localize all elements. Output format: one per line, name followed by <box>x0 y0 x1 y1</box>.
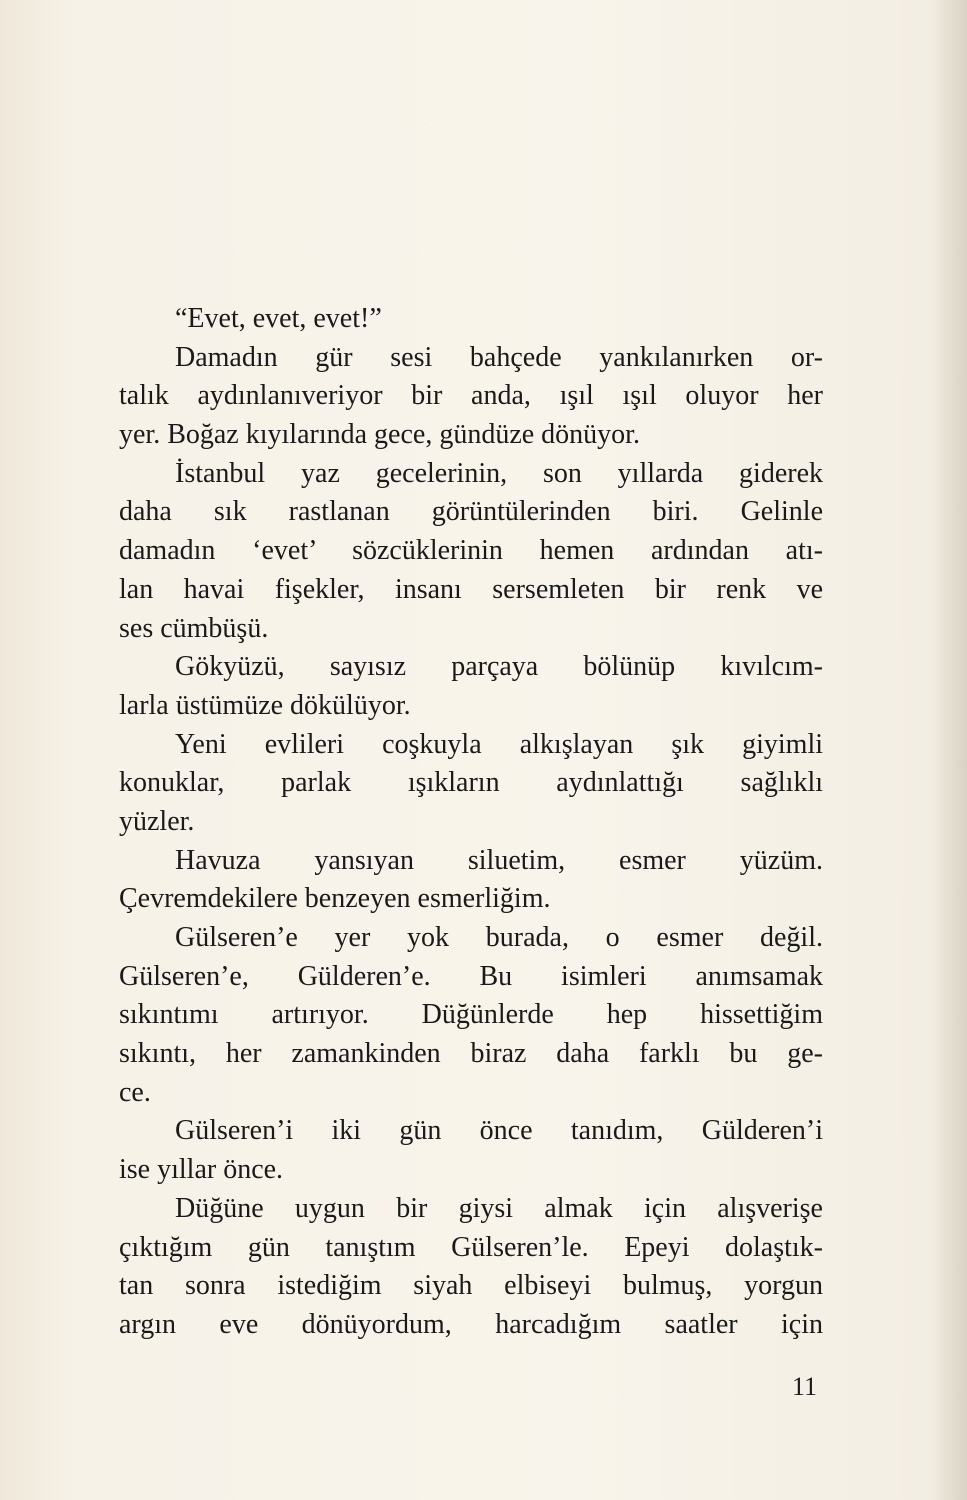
text-line: Gülseren’i iki gün önce tanıdım, Gülderen’i <box>175 1115 823 1147</box>
text-line: ses cümbüşü. <box>119 612 269 644</box>
text-line: ce. <box>119 1076 151 1108</box>
text-line: lan havai fişekler, insanı sersemleten bir renk ve <box>119 573 823 605</box>
text-line: çıktığım gün tanıştım Gülseren’le. Epeyi dolaştık- <box>119 1231 823 1263</box>
text-line: damadın ‘evet’ sözcüklerinin hemen ardından atı- <box>119 535 823 567</box>
text-line: Havuza yansıyan siluetim, esmer yüzüm. <box>175 844 823 876</box>
text-line: “Evet, evet, evet!” <box>175 303 382 334</box>
text-line: Damadın gür sesi bahçede yankılanırken or- <box>175 341 823 373</box>
text-line: yer. Boğaz kıyılarında gece, gündüze dönüyor. <box>119 419 640 451</box>
text-line: Çevremdekilere benzeyen esmerliğim. <box>119 883 551 915</box>
text-line: ise yıllar önce. <box>119 1154 284 1186</box>
text-line: yüzler. <box>119 805 195 837</box>
text-line: Yeni evlileri coşkuyla alkışlayan şık giyimli <box>175 728 823 760</box>
page-number: 11 <box>791 1372 817 1401</box>
text-line: daha sık rastlanan görüntülerinden biri. Gelinle <box>119 496 823 528</box>
text-line: talık aydınlanıveriyor bir anda, ışıl ışıl oluyor her <box>119 380 823 412</box>
text-line: Gökyüzü, sayısız parçaya bölünüp kıvılcım- <box>175 651 823 683</box>
text-line: argın eve dönüyordum, harcadığım saatler için <box>119 1308 823 1340</box>
text-line: konuklar, parlak ışıkların aydınlattığı sağlıklı <box>119 767 823 799</box>
text-line: Gülseren’e yer yok burada, o esmer değil. <box>175 922 823 953</box>
text-line: tan sonra istediğim siyah elbiseyi bulmuş, yorgun <box>119 1270 823 1302</box>
body-text <box>119 300 823 1345</box>
text-line: larla üstümüze dökülüyor. <box>119 689 411 721</box>
text-line: Düğüne uygun bir giysi almak için alışverişe <box>175 1192 823 1224</box>
text-line: İstanbul yaz gecelerinin, son yıllarda giderek <box>175 457 823 489</box>
text-line: sıkıntı, her zamankinden biraz daha farklı bu ge- <box>119 1038 823 1070</box>
text-line: sıkıntımı artırıyor. Düğünlerde hep hissettiğim <box>119 999 823 1031</box>
text-line: Gülseren’e, Gülderen’e. Bu isimleri anımsamak <box>119 960 823 992</box>
